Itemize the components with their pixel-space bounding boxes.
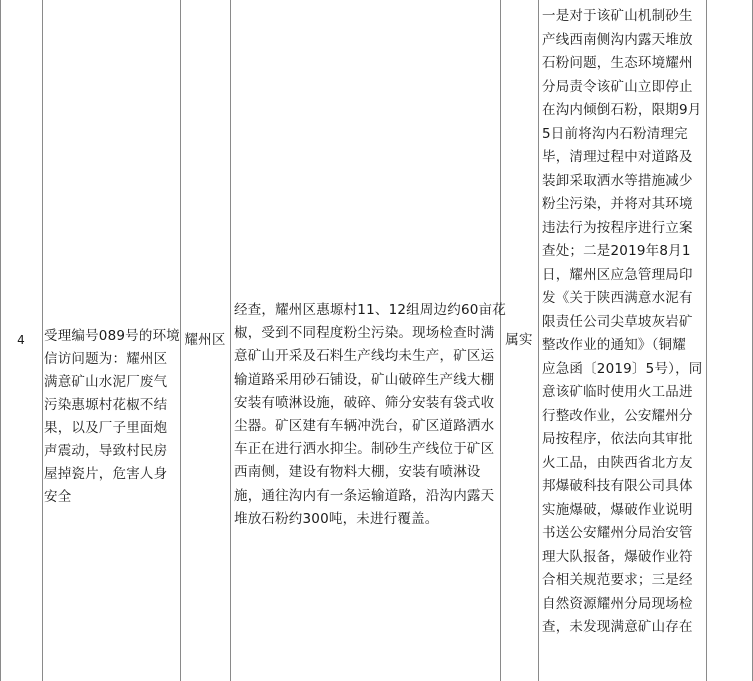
action-line: 产线西南侧沟内露天堆放 bbox=[542, 31, 693, 48]
investigation-line: 堆放石粉约300吨，未进行覆盖。 bbox=[234, 510, 439, 527]
verdict-cell: 属实 bbox=[505, 331, 533, 348]
action-line: 火工品，由陕西省北方友 bbox=[542, 454, 693, 471]
action-line: 自然资源耀州分局现场检 bbox=[542, 595, 693, 612]
action-line: 日，耀州区应急管理局印 bbox=[542, 266, 693, 283]
complaint-line: 安全 bbox=[44, 489, 72, 505]
investigation-line: 尘器。矿区建有车辆冲洗台，矿区道路洒水 bbox=[234, 418, 495, 435]
investigation-line: 安装有喷淋设施，破碎、筛分安装有袋式收 bbox=[234, 394, 495, 411]
action-line: 应急函〔2019〕5号），同 bbox=[542, 360, 703, 377]
action-line: 书送公安耀州分局治安管 bbox=[542, 525, 693, 541]
investigation-line: 经查，耀州区惠塬村11、12组周边约60亩花 bbox=[234, 302, 506, 318]
action-line: 限责任公司尖草坡灰岩矿 bbox=[542, 313, 693, 330]
complaint-cell bbox=[42, 325, 182, 509]
investigation-line: 车正在进行洒水抑尘。制砂生产线位于矿区 bbox=[234, 441, 495, 458]
investigation-line: 椒，受到不同程度粉尘污染。现场检查时满 bbox=[234, 325, 495, 342]
action-line: 理大队报备，爆破作业符 bbox=[542, 548, 693, 565]
investigation-line: 施，通往沟内有一条运输道路，沿沟内露天 bbox=[234, 487, 495, 504]
action-line: 行整改作业，公安耀州分 bbox=[542, 407, 693, 424]
complaint-line: 信访问题为：耀州区 bbox=[44, 351, 168, 367]
action-line: 一是对于该矿山机制砂生 bbox=[542, 8, 693, 24]
action-line: 粉尘污染，并将对其环境 bbox=[542, 196, 693, 212]
district-cell: 耀州区 bbox=[184, 331, 226, 348]
investigation-cell bbox=[230, 299, 504, 531]
investigation-line: 输道路采用砂石铺设，矿山破碎生产线大棚 bbox=[234, 371, 495, 388]
action-line: 分局责令该矿山立即停止 bbox=[542, 78, 693, 95]
action-line: 局按程序，依法向其审批 bbox=[542, 431, 693, 447]
complaint-line: 果，以及厂子里面炮 bbox=[44, 420, 168, 436]
row-number: 4 bbox=[17, 332, 25, 347]
complaint-line: 屋掉瓷片，危害人身 bbox=[44, 466, 168, 482]
action-line: 毕，清理过程中对道路及 bbox=[542, 149, 693, 165]
complaint-line: 污染惠塬村花椒不结 bbox=[44, 397, 168, 413]
action-line: 石粉问题，生态环境耀州 bbox=[542, 55, 693, 71]
action-line: 意该矿临时使用火工品进 bbox=[542, 384, 693, 400]
action-line: 邦爆破科技有限公司具体 bbox=[542, 478, 693, 494]
action-line: 实施爆破，爆破作业说明 bbox=[542, 501, 693, 518]
complaint-line: 满意矿山水泥厂废气 bbox=[44, 374, 168, 390]
action-line: 查处；二是2019年8月1 bbox=[542, 243, 691, 259]
action-line: 发《关于陕西满意水泥有 bbox=[542, 290, 693, 306]
action-line: 在沟内倾倒石粉，限期9月 bbox=[542, 102, 702, 118]
action-line: 合相关规范要求；三是经 bbox=[542, 572, 693, 588]
action-line: 装卸采取洒水等措施减少 bbox=[542, 172, 693, 189]
action-cell bbox=[538, 5, 710, 640]
investigation-line: 意矿山开采及石料生产线均未生产，矿区运 bbox=[234, 348, 495, 365]
action-line: 查，未发现满意矿山存在 bbox=[542, 619, 693, 635]
complaint-line: 声震动，导致村民房 bbox=[44, 443, 168, 459]
action-line: 5日前将沟内石粉清理完 bbox=[542, 125, 688, 142]
action-line: 违法行为按程序进行立案 bbox=[542, 219, 693, 236]
investigation-line: 西南侧，建设有物料大棚，安装有喷淋设 bbox=[234, 464, 481, 481]
complaint-line: 受理编号089号的环境 bbox=[44, 328, 180, 344]
action-line: 整改作业的通知》（铜耀 bbox=[542, 337, 686, 353]
